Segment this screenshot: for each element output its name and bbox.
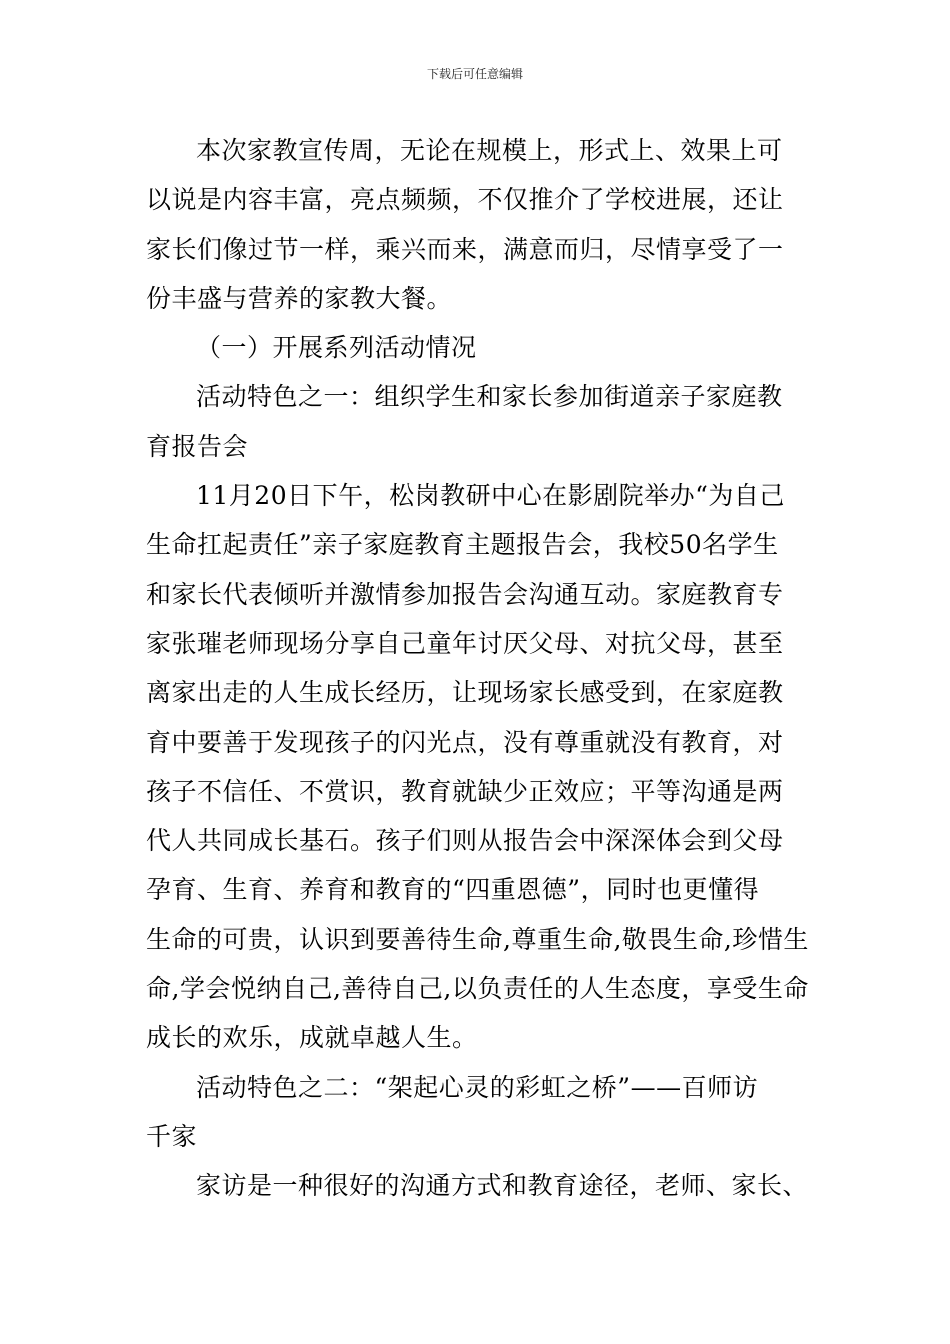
text-line: 离家出走的人生成长经历，让现场家长感受到，在家庭教 bbox=[146, 678, 784, 708]
text-line: 千家 bbox=[146, 1121, 198, 1151]
text-line: 生命扛起责任”亲子家庭教育主题报告会，我校50名学生 bbox=[146, 530, 779, 560]
page-header: 下载后可任意编辑 bbox=[426, 67, 523, 81]
text-line: 家长们像过节一样，乘兴而来，满意而归，尽情享受了一 bbox=[146, 234, 784, 264]
text-line: 以说是内容丰富，亮点频频，不仅推介了学校进展，还让 bbox=[146, 185, 784, 215]
text-line: 代人共同成长基石。孩子们则从报告会中深深体会到父母 bbox=[146, 826, 784, 856]
text-line: 本次家教宣传周，无论在规模上，形式上、效果上可 bbox=[196, 136, 783, 165]
activity-heading: 活动特色之一：组织学生和家长参加街道亲子家庭教 bbox=[196, 382, 783, 412]
text-line: 孩子不信任、不赏识，教育就缺少正效应；平等沟通是两 bbox=[146, 776, 784, 806]
section-heading: （一）开展系列活动情况 bbox=[196, 333, 477, 363]
activity-heading: 活动特色之二：“架起心灵的彩虹之桥”——百师访 bbox=[196, 1072, 759, 1102]
text-line: 育报告会 bbox=[146, 431, 249, 461]
text-line: 成长的欢乐，成就卓越人生。 bbox=[146, 1023, 478, 1053]
text-line: 份丰盛与营养的家教大餐。 bbox=[146, 283, 453, 313]
document-body bbox=[146, 126, 826, 1211]
text-line: 生命的可贵，认识到要善待生命,尊重生命,敬畏生命,珍惜生 bbox=[146, 924, 809, 954]
text-line: 家张璀老师现场分享自己童年讨厌父母、对抗父母，甚至 bbox=[146, 628, 784, 658]
text-line: 育中要善于发现孩子的闪光点，没有尊重就没有教育，对 bbox=[146, 727, 784, 757]
text-line: 和家长代表倾听并激情参加报告会沟通互动。家庭教育专 bbox=[146, 579, 784, 609]
text-line: 孕育、生育、养育和教育的“四重恩德”，同时也更懂得 bbox=[146, 875, 760, 905]
text-line: 家访是一种很好的沟通方式和教育途径，老师、家长、 bbox=[196, 1171, 809, 1201]
text-line: 命,学会悦纳自己,善待自己,以负责任的人生态度，享受生命 bbox=[146, 974, 809, 1004]
text-line: 11月20日下午，松岗教研中心在影剧院举办“为自己 bbox=[196, 481, 785, 511]
